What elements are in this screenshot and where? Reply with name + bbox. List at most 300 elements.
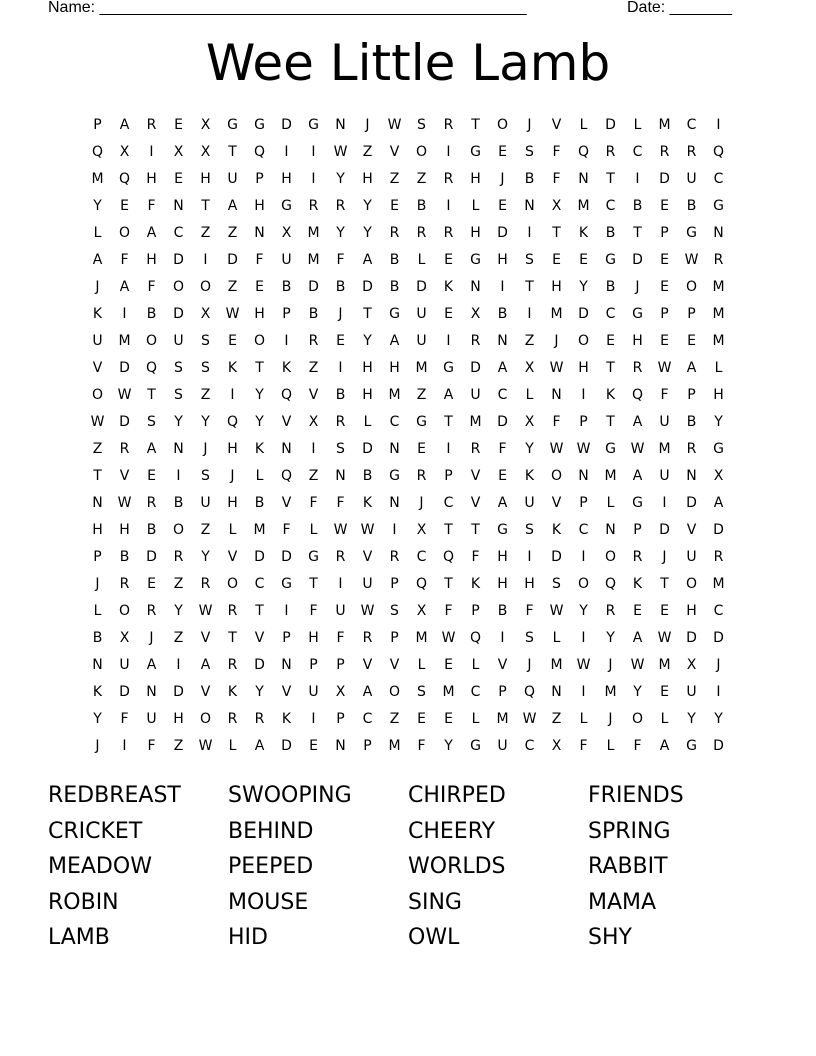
grid-cell: C bbox=[362, 711, 373, 727]
grid-cell: F bbox=[660, 387, 669, 403]
grid-cell: P bbox=[660, 225, 669, 241]
grid-cell: W bbox=[360, 603, 375, 619]
grid-row bbox=[84, 544, 732, 571]
grid-cell: J bbox=[95, 738, 100, 754]
grid-cell: U bbox=[659, 468, 670, 484]
grid-cell: K bbox=[632, 576, 643, 592]
grid-cell: S bbox=[525, 144, 534, 160]
grid-row bbox=[84, 112, 732, 139]
grid-cell: U bbox=[686, 549, 697, 565]
grid-cell: W bbox=[198, 603, 213, 619]
grid-cell: G bbox=[605, 252, 616, 268]
grid-cell: W bbox=[117, 387, 132, 403]
grid-cell: L bbox=[633, 117, 642, 133]
grid-cell: Z bbox=[173, 630, 184, 646]
grid-cell: I bbox=[635, 171, 640, 187]
grid-cell: D bbox=[362, 441, 373, 457]
grid-cell: B bbox=[605, 279, 616, 295]
grid-cell: B bbox=[389, 252, 400, 268]
grid-cell: D bbox=[362, 279, 373, 295]
grid-cell: R bbox=[713, 549, 724, 565]
grid-cell: Z bbox=[308, 360, 319, 376]
grid-cell: D bbox=[119, 360, 130, 376]
grid-cell: D bbox=[173, 252, 184, 268]
grid-cell: G bbox=[389, 468, 400, 484]
grid-cell: H bbox=[227, 495, 238, 511]
grid-cell: X bbox=[551, 738, 562, 754]
grid-cell: V bbox=[200, 630, 211, 646]
word-list-item: ROBIN bbox=[48, 889, 119, 915]
grid-cell: Y bbox=[714, 711, 723, 727]
grid-cell: R bbox=[443, 225, 454, 241]
grid-cell: H bbox=[713, 387, 724, 403]
grid-cell: G bbox=[632, 495, 643, 511]
grid-row bbox=[84, 625, 732, 652]
name-field: Name: ________________________________________________ bbox=[48, 0, 527, 16]
grid-cell: E bbox=[228, 333, 237, 349]
grid-cell: N bbox=[578, 468, 589, 484]
grid-cell: L bbox=[309, 522, 318, 538]
grid-cell: K bbox=[578, 225, 589, 241]
grid-cell: E bbox=[147, 576, 156, 592]
grid-cell: Y bbox=[255, 684, 264, 700]
grid-cell: O bbox=[91, 387, 104, 403]
grid-cell: S bbox=[417, 117, 426, 133]
grid-cell: D bbox=[173, 684, 184, 700]
grid-cell: E bbox=[660, 684, 669, 700]
grid-cell: N bbox=[551, 387, 562, 403]
grid-cell: A bbox=[686, 360, 697, 376]
grid-cell: B bbox=[632, 198, 643, 214]
grid-row bbox=[84, 436, 732, 463]
grid-cell: D bbox=[281, 549, 292, 565]
grid-cell: H bbox=[119, 522, 130, 538]
grid-cell: Y bbox=[201, 414, 210, 430]
grid-cell: N bbox=[470, 279, 481, 295]
grid-cell: K bbox=[524, 468, 535, 484]
grid-cell: A bbox=[200, 657, 211, 673]
grid-cell: P bbox=[93, 117, 102, 133]
grid-cell: I bbox=[662, 495, 667, 511]
grid-cell: Q bbox=[577, 144, 590, 160]
grid-cell: N bbox=[335, 738, 346, 754]
grid-cell: U bbox=[659, 414, 670, 430]
grid-cell: T bbox=[606, 171, 615, 187]
grid-cell: W bbox=[576, 657, 591, 673]
grid-cell: A bbox=[389, 333, 400, 349]
grid-cell: U bbox=[281, 252, 292, 268]
grid-cell: G bbox=[605, 441, 616, 457]
grid-cell: I bbox=[716, 117, 721, 133]
grid-cell: G bbox=[470, 144, 481, 160]
grid-cell: A bbox=[146, 225, 157, 241]
grid-cell: H bbox=[686, 603, 697, 619]
grid-cell: P bbox=[255, 171, 264, 187]
grid-cell: B bbox=[416, 198, 427, 214]
grid-cell: H bbox=[497, 576, 508, 592]
grid-cell: D bbox=[308, 279, 319, 295]
grid-cell: F bbox=[552, 171, 561, 187]
grid-cell: F bbox=[336, 495, 345, 511]
grid-cell: Y bbox=[633, 684, 642, 700]
grid-cell: K bbox=[281, 711, 292, 727]
grid-cell: O bbox=[631, 711, 644, 727]
grid-cell: R bbox=[605, 144, 616, 160]
grid-cell: B bbox=[119, 549, 130, 565]
grid-cell: D bbox=[713, 738, 724, 754]
grid-cell: K bbox=[254, 441, 265, 457]
grid-cell: P bbox=[282, 630, 291, 646]
grid-cell: W bbox=[630, 657, 645, 673]
grid-cell: G bbox=[713, 441, 724, 457]
grid-cell: X bbox=[308, 414, 319, 430]
grid-cell: D bbox=[605, 117, 616, 133]
grid-cell: R bbox=[227, 657, 238, 673]
grid-cell: V bbox=[389, 144, 400, 160]
grid-cell: Z bbox=[551, 711, 562, 727]
grid-cell: K bbox=[443, 279, 454, 295]
word-list-item: HID bbox=[228, 925, 268, 950]
grid-row bbox=[84, 355, 732, 382]
grid-cell: I bbox=[527, 225, 532, 241]
grid-cell: D bbox=[254, 549, 265, 565]
grid-cell: R bbox=[308, 333, 319, 349]
grid-cell: G bbox=[470, 252, 481, 268]
grid-cell: Q bbox=[91, 144, 104, 160]
grid-cell: P bbox=[309, 657, 318, 673]
grid-cell: H bbox=[362, 387, 373, 403]
grid-cell: X bbox=[524, 414, 535, 430]
grid-cell: W bbox=[549, 441, 564, 457]
grid-cell: I bbox=[716, 684, 721, 700]
grid-cell: X bbox=[335, 684, 346, 700]
grid-cell: R bbox=[632, 549, 643, 565]
grid-cell: Z bbox=[389, 711, 400, 727]
grid-cell: W bbox=[549, 603, 564, 619]
grid-cell: V bbox=[308, 387, 319, 403]
grid-cell: O bbox=[388, 684, 401, 700]
grid-cell: T bbox=[606, 360, 615, 376]
grid-cell: N bbox=[686, 468, 697, 484]
grid-cell: Y bbox=[174, 414, 183, 430]
grid-cell: V bbox=[119, 468, 130, 484]
grid-cell: T bbox=[309, 576, 318, 592]
grid-cell: I bbox=[230, 387, 235, 403]
grid-cell: F bbox=[552, 414, 561, 430]
grid-cell: G bbox=[632, 306, 643, 322]
grid-cell: F bbox=[417, 738, 426, 754]
grid-cell: U bbox=[335, 603, 346, 619]
grid-cell: R bbox=[227, 711, 238, 727]
grid-cell: W bbox=[630, 441, 645, 457]
grid-row bbox=[84, 598, 732, 625]
grid-cell: K bbox=[470, 576, 481, 592]
grid-cell: Q bbox=[415, 576, 428, 592]
grid-cell: G bbox=[713, 198, 724, 214]
grid-cell: P bbox=[498, 684, 507, 700]
grid-cell: A bbox=[119, 117, 130, 133]
grid-cell: W bbox=[441, 630, 456, 646]
grid-cell: N bbox=[281, 657, 292, 673]
grid-cell: F bbox=[282, 522, 291, 538]
grid-cell: A bbox=[443, 387, 454, 403]
grid-cell: R bbox=[308, 198, 319, 214]
grid-cell: Z bbox=[173, 738, 184, 754]
grid-cell: F bbox=[147, 279, 156, 295]
grid-cell: S bbox=[525, 522, 534, 538]
grid-cell: E bbox=[687, 333, 696, 349]
grid-cell: C bbox=[605, 306, 616, 322]
grid-cell: C bbox=[578, 522, 589, 538]
grid-cell: H bbox=[470, 171, 481, 187]
grid-cell: P bbox=[444, 468, 453, 484]
grid-cell: H bbox=[227, 441, 238, 457]
grid-cell: A bbox=[497, 495, 508, 511]
grid-cell: L bbox=[363, 414, 372, 430]
grid-cell: U bbox=[362, 576, 373, 592]
grid-cell: M bbox=[658, 657, 671, 673]
grid-cell: P bbox=[687, 306, 696, 322]
grid-cell: C bbox=[470, 684, 481, 700]
grid-cell: E bbox=[147, 468, 156, 484]
grid-cell: F bbox=[309, 495, 318, 511]
grid-cell: Y bbox=[363, 198, 372, 214]
grid-cell: R bbox=[146, 495, 157, 511]
grid-cell: Q bbox=[712, 144, 725, 160]
grid-cell: O bbox=[199, 711, 212, 727]
grid-cell: H bbox=[146, 171, 157, 187]
grid-cell: E bbox=[660, 279, 669, 295]
grid-cell: V bbox=[281, 495, 292, 511]
grid-cell: B bbox=[146, 306, 157, 322]
grid-cell: I bbox=[311, 711, 316, 727]
grid-row bbox=[84, 382, 732, 409]
grid-cell: Z bbox=[200, 225, 211, 241]
grid-cell: P bbox=[579, 414, 588, 430]
grid-cell: M bbox=[712, 576, 725, 592]
grid-cell: Q bbox=[280, 387, 293, 403]
grid-cell: L bbox=[579, 117, 588, 133]
grid-cell: P bbox=[471, 603, 480, 619]
grid-cell: O bbox=[550, 468, 563, 484]
grid-cell: X bbox=[524, 360, 535, 376]
grid-cell: E bbox=[660, 252, 669, 268]
grid-cell: E bbox=[336, 333, 345, 349]
grid-cell: O bbox=[415, 144, 428, 160]
grid-cell: R bbox=[146, 117, 157, 133]
grid-cell: B bbox=[686, 414, 697, 430]
grid-cell: R bbox=[254, 711, 265, 727]
grid-cell: N bbox=[497, 333, 508, 349]
grid-cell: Q bbox=[145, 360, 158, 376]
grid-cell: I bbox=[527, 306, 532, 322]
grid-cell: K bbox=[605, 387, 616, 403]
grid-cell: B bbox=[281, 279, 292, 295]
grid-cell: V bbox=[200, 684, 211, 700]
grid-cell: R bbox=[713, 252, 724, 268]
grid-cell: H bbox=[281, 171, 292, 187]
grid-cell: B bbox=[92, 630, 103, 646]
grid-cell: Y bbox=[687, 711, 696, 727]
grid-cell: E bbox=[498, 468, 507, 484]
grid-cell: A bbox=[497, 360, 508, 376]
grid-cell: B bbox=[308, 306, 319, 322]
grid-cell: Y bbox=[336, 225, 345, 241]
grid-cell: W bbox=[333, 144, 348, 160]
grid-cell: E bbox=[444, 306, 453, 322]
word-list-item: BEHIND bbox=[228, 818, 314, 844]
grid-cell: O bbox=[172, 279, 185, 295]
word-list-item: LAMB bbox=[48, 925, 110, 950]
grid-cell: J bbox=[716, 657, 721, 673]
grid-cell: I bbox=[392, 522, 397, 538]
grid-cell: T bbox=[660, 576, 669, 592]
grid-cell: X bbox=[200, 306, 211, 322]
grid-cell: L bbox=[606, 738, 615, 754]
grid-cell: O bbox=[496, 117, 509, 133]
grid-cell: P bbox=[687, 387, 696, 403]
grid-cell: O bbox=[604, 549, 617, 565]
grid-cell: M bbox=[712, 333, 725, 349]
grid-cell: U bbox=[470, 387, 481, 403]
grid-cell: M bbox=[442, 684, 455, 700]
grid-cell: L bbox=[417, 657, 426, 673]
grid-cell: E bbox=[660, 198, 669, 214]
grid-cell: V bbox=[281, 684, 292, 700]
grid-cell: A bbox=[146, 657, 157, 673]
grid-row bbox=[84, 328, 732, 355]
grid-cell: D bbox=[632, 252, 643, 268]
grid-cell: A bbox=[659, 738, 670, 754]
grid-cell: G bbox=[686, 738, 697, 754]
grid-cell: N bbox=[335, 117, 346, 133]
grid-cell: X bbox=[470, 306, 481, 322]
grid-cell: D bbox=[119, 684, 130, 700]
grid-cell: V bbox=[497, 657, 508, 673]
grid-cell: G bbox=[308, 117, 319, 133]
grid-cell: S bbox=[525, 252, 534, 268]
date-field: Date: _______ bbox=[627, 0, 732, 16]
word-list-item: CHEERY bbox=[408, 818, 496, 844]
grid-cell: W bbox=[198, 738, 213, 754]
word-list-item: MOUSE bbox=[228, 889, 309, 915]
grid-cell: J bbox=[230, 468, 235, 484]
grid-cell: D bbox=[686, 495, 697, 511]
grid-cell: O bbox=[685, 279, 698, 295]
grid-cell: C bbox=[497, 387, 508, 403]
grid-row bbox=[84, 193, 732, 220]
grid-cell: R bbox=[470, 333, 481, 349]
grid-cell: C bbox=[686, 117, 697, 133]
grid-cell: A bbox=[227, 198, 238, 214]
grid-cell: P bbox=[363, 738, 372, 754]
grid-cell: J bbox=[149, 630, 154, 646]
word-list-item: MEADOW bbox=[48, 854, 152, 879]
grid-cell: Q bbox=[604, 576, 617, 592]
grid-cell: B bbox=[686, 198, 697, 214]
grid-cell: I bbox=[446, 441, 451, 457]
grid-cell: C bbox=[713, 603, 724, 619]
grid-cell: B bbox=[173, 495, 184, 511]
grid-cell: N bbox=[146, 684, 157, 700]
grid-cell: S bbox=[201, 333, 210, 349]
grid-cell: E bbox=[390, 198, 399, 214]
grid-cell: Y bbox=[255, 414, 264, 430]
grid-cell: Y bbox=[714, 414, 723, 430]
grid-cell: F bbox=[120, 252, 129, 268]
grid-cell: F bbox=[309, 603, 318, 619]
grid-cell: G bbox=[497, 522, 508, 538]
grid-cell: G bbox=[281, 198, 292, 214]
grid-cell: C bbox=[389, 414, 400, 430]
grid-cell: J bbox=[500, 171, 505, 187]
word-list-item: CRICKET bbox=[48, 818, 143, 844]
grid-cell: D bbox=[578, 306, 589, 322]
grid-cell: H bbox=[254, 306, 265, 322]
grid-cell: I bbox=[446, 144, 451, 160]
grid-cell: E bbox=[633, 603, 642, 619]
grid-cell: A bbox=[146, 441, 157, 457]
grid-cell: I bbox=[527, 549, 532, 565]
grid-cell: R bbox=[389, 225, 400, 241]
grid-cell: I bbox=[284, 144, 289, 160]
grid-cell: Q bbox=[118, 171, 131, 187]
grid-cell: R bbox=[335, 414, 346, 430]
grid-cell: I bbox=[338, 360, 343, 376]
grid-cell: V bbox=[551, 117, 562, 133]
grid-cell: H bbox=[497, 549, 508, 565]
page-title: Wee Little Lamb bbox=[205, 34, 611, 92]
grid-cell: H bbox=[173, 711, 184, 727]
grid-cell: P bbox=[336, 711, 345, 727]
grid-row bbox=[84, 733, 732, 760]
grid-cell: P bbox=[390, 630, 399, 646]
grid-cell: Q bbox=[469, 630, 482, 646]
grid-cell: O bbox=[118, 603, 131, 619]
grid-cell: J bbox=[527, 117, 532, 133]
grid-row bbox=[84, 679, 732, 706]
grid-cell: E bbox=[552, 252, 561, 268]
grid-cell: K bbox=[227, 684, 238, 700]
grid-cell: J bbox=[95, 279, 100, 295]
grid-cell: D bbox=[173, 306, 184, 322]
grid-cell: L bbox=[471, 657, 480, 673]
grid-cell: O bbox=[577, 333, 590, 349]
grid-cell: H bbox=[578, 360, 589, 376]
grid-cell: B bbox=[605, 225, 616, 241]
grid-cell: S bbox=[147, 414, 156, 430]
grid-cell: I bbox=[284, 333, 289, 349]
grid-cell: B bbox=[389, 279, 400, 295]
grid-cell: H bbox=[632, 333, 643, 349]
grid-cell: R bbox=[227, 603, 238, 619]
grid-row bbox=[84, 571, 732, 598]
grid-cell: J bbox=[554, 333, 559, 349]
grid-cell: V bbox=[254, 630, 265, 646]
grid-cell: N bbox=[713, 225, 724, 241]
grid-cell: H bbox=[146, 252, 157, 268]
grid-cell: C bbox=[632, 144, 643, 160]
word-list-item: RABBIT bbox=[588, 854, 668, 879]
grid-cell: A bbox=[713, 495, 724, 511]
grid-cell: X bbox=[686, 657, 697, 673]
grid-cell: Z bbox=[308, 468, 319, 484]
grid-cell: G bbox=[389, 306, 400, 322]
word-list bbox=[48, 778, 768, 958]
grid-cell: Y bbox=[579, 603, 588, 619]
grid-cell: W bbox=[360, 522, 375, 538]
grid-cell: W bbox=[387, 117, 402, 133]
